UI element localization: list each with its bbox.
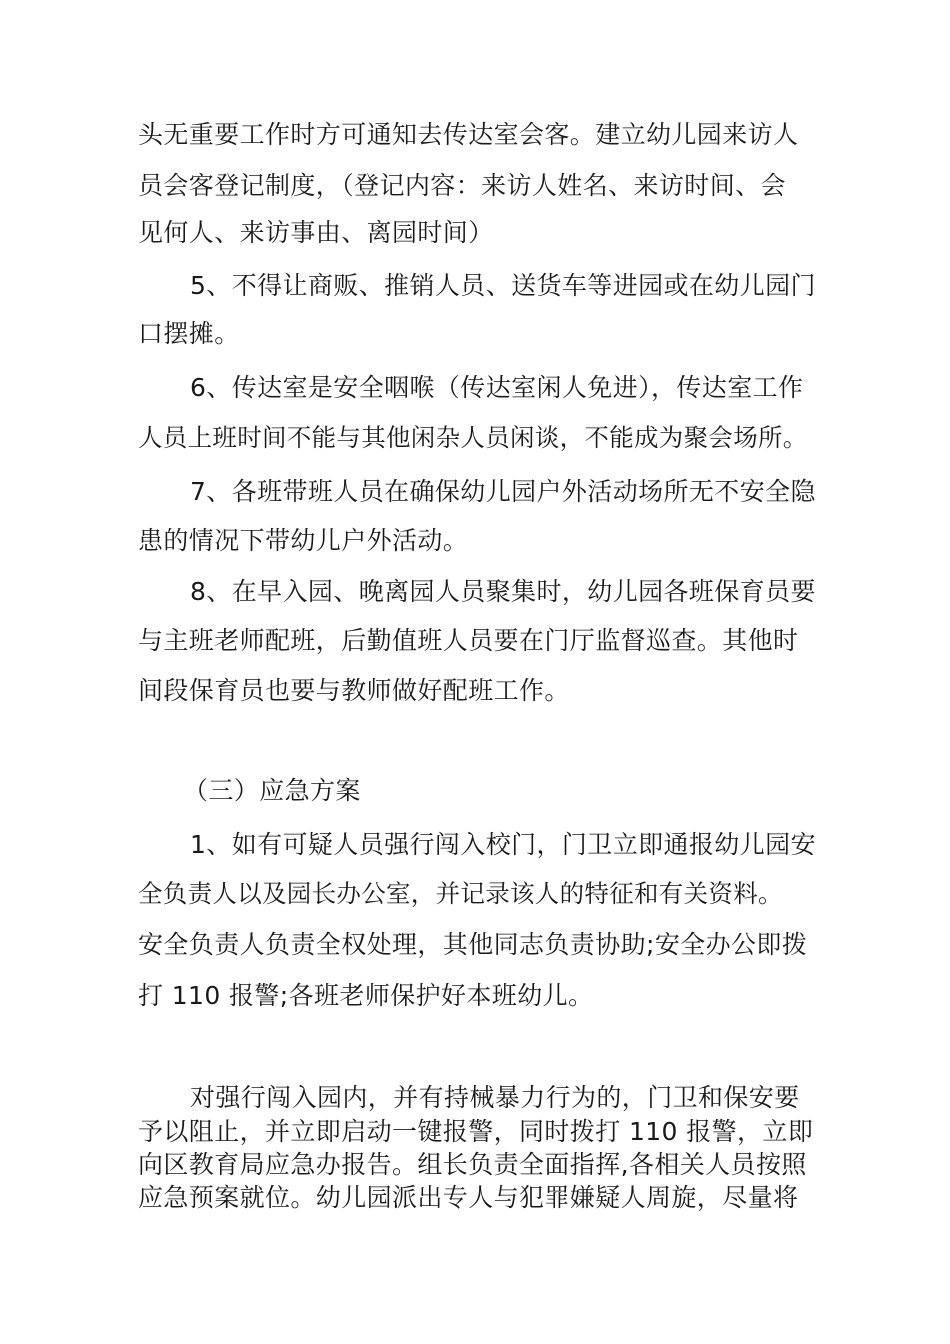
text-line: 7、各班带班人员在确保幼儿园户外活动场所无不安全隐 [190, 477, 816, 506]
text-line: 向区教育局应急办报告。组长负责全面指挥,各相关人员按照 [138, 1150, 807, 1179]
text-line: 对强行闯入园内，并有持械暴力行为的，门卫和保安要 [190, 1083, 800, 1112]
text-line: 全负责人以及园长办公室，并记录该人的特征和有关资料。 [138, 879, 783, 908]
text-line: 5、不得让商贩、推销人员、送货车等进园或在幼儿园门 [190, 271, 816, 300]
text-line: 8、在早入园、晚离园人员聚集时，幼儿园各班保育员要 [190, 577, 816, 606]
text-line: 员会客登记制度，（登记内容：来访人姓名、来访时间、会 [138, 171, 786, 200]
text-line: 口摆摊。 [138, 319, 240, 348]
text-line: 6、传达室是安全咽喉（传达室闲人免进），传达室工作 [190, 373, 804, 402]
text-line: 头无重要工作时方可通知去传达室会客。建立幼儿园来访人 [138, 120, 799, 149]
text-line: 1、如有可疑人员强行闯入校门，门卫立即通报幼儿园安 [190, 830, 816, 859]
text-line: 安全负责人负责全权处理，其他同志负责协助;安全办公即拨 [138, 930, 808, 959]
text-line: 打 110 报警;各班老师保护好本班幼儿。 [138, 981, 594, 1010]
text-line: 患的情况下带幼儿户外活动。 [138, 526, 469, 555]
text-line: 间段保育员也要与教师做好配班工作。 [138, 676, 570, 705]
section-heading: （三）应急方案 [183, 776, 361, 805]
text-line: 人员上班时间不能与其他闲杂人员闲谈，不能成为聚会场所。 [138, 423, 808, 452]
text-line: 见何人、来访事由、离园时间） [138, 218, 494, 247]
text-line: 予以阻止，并立即启动一键报警，同时拨打 110 报警，立即 [138, 1117, 814, 1146]
text-line: 应急预案就位。幼儿园派出专人与犯罪嫌疑人周旋，尽量将 [138, 1183, 799, 1212]
text-line: 与主班老师配班，后勤值班人员要在门厅监督巡查。其他时 [138, 626, 799, 655]
